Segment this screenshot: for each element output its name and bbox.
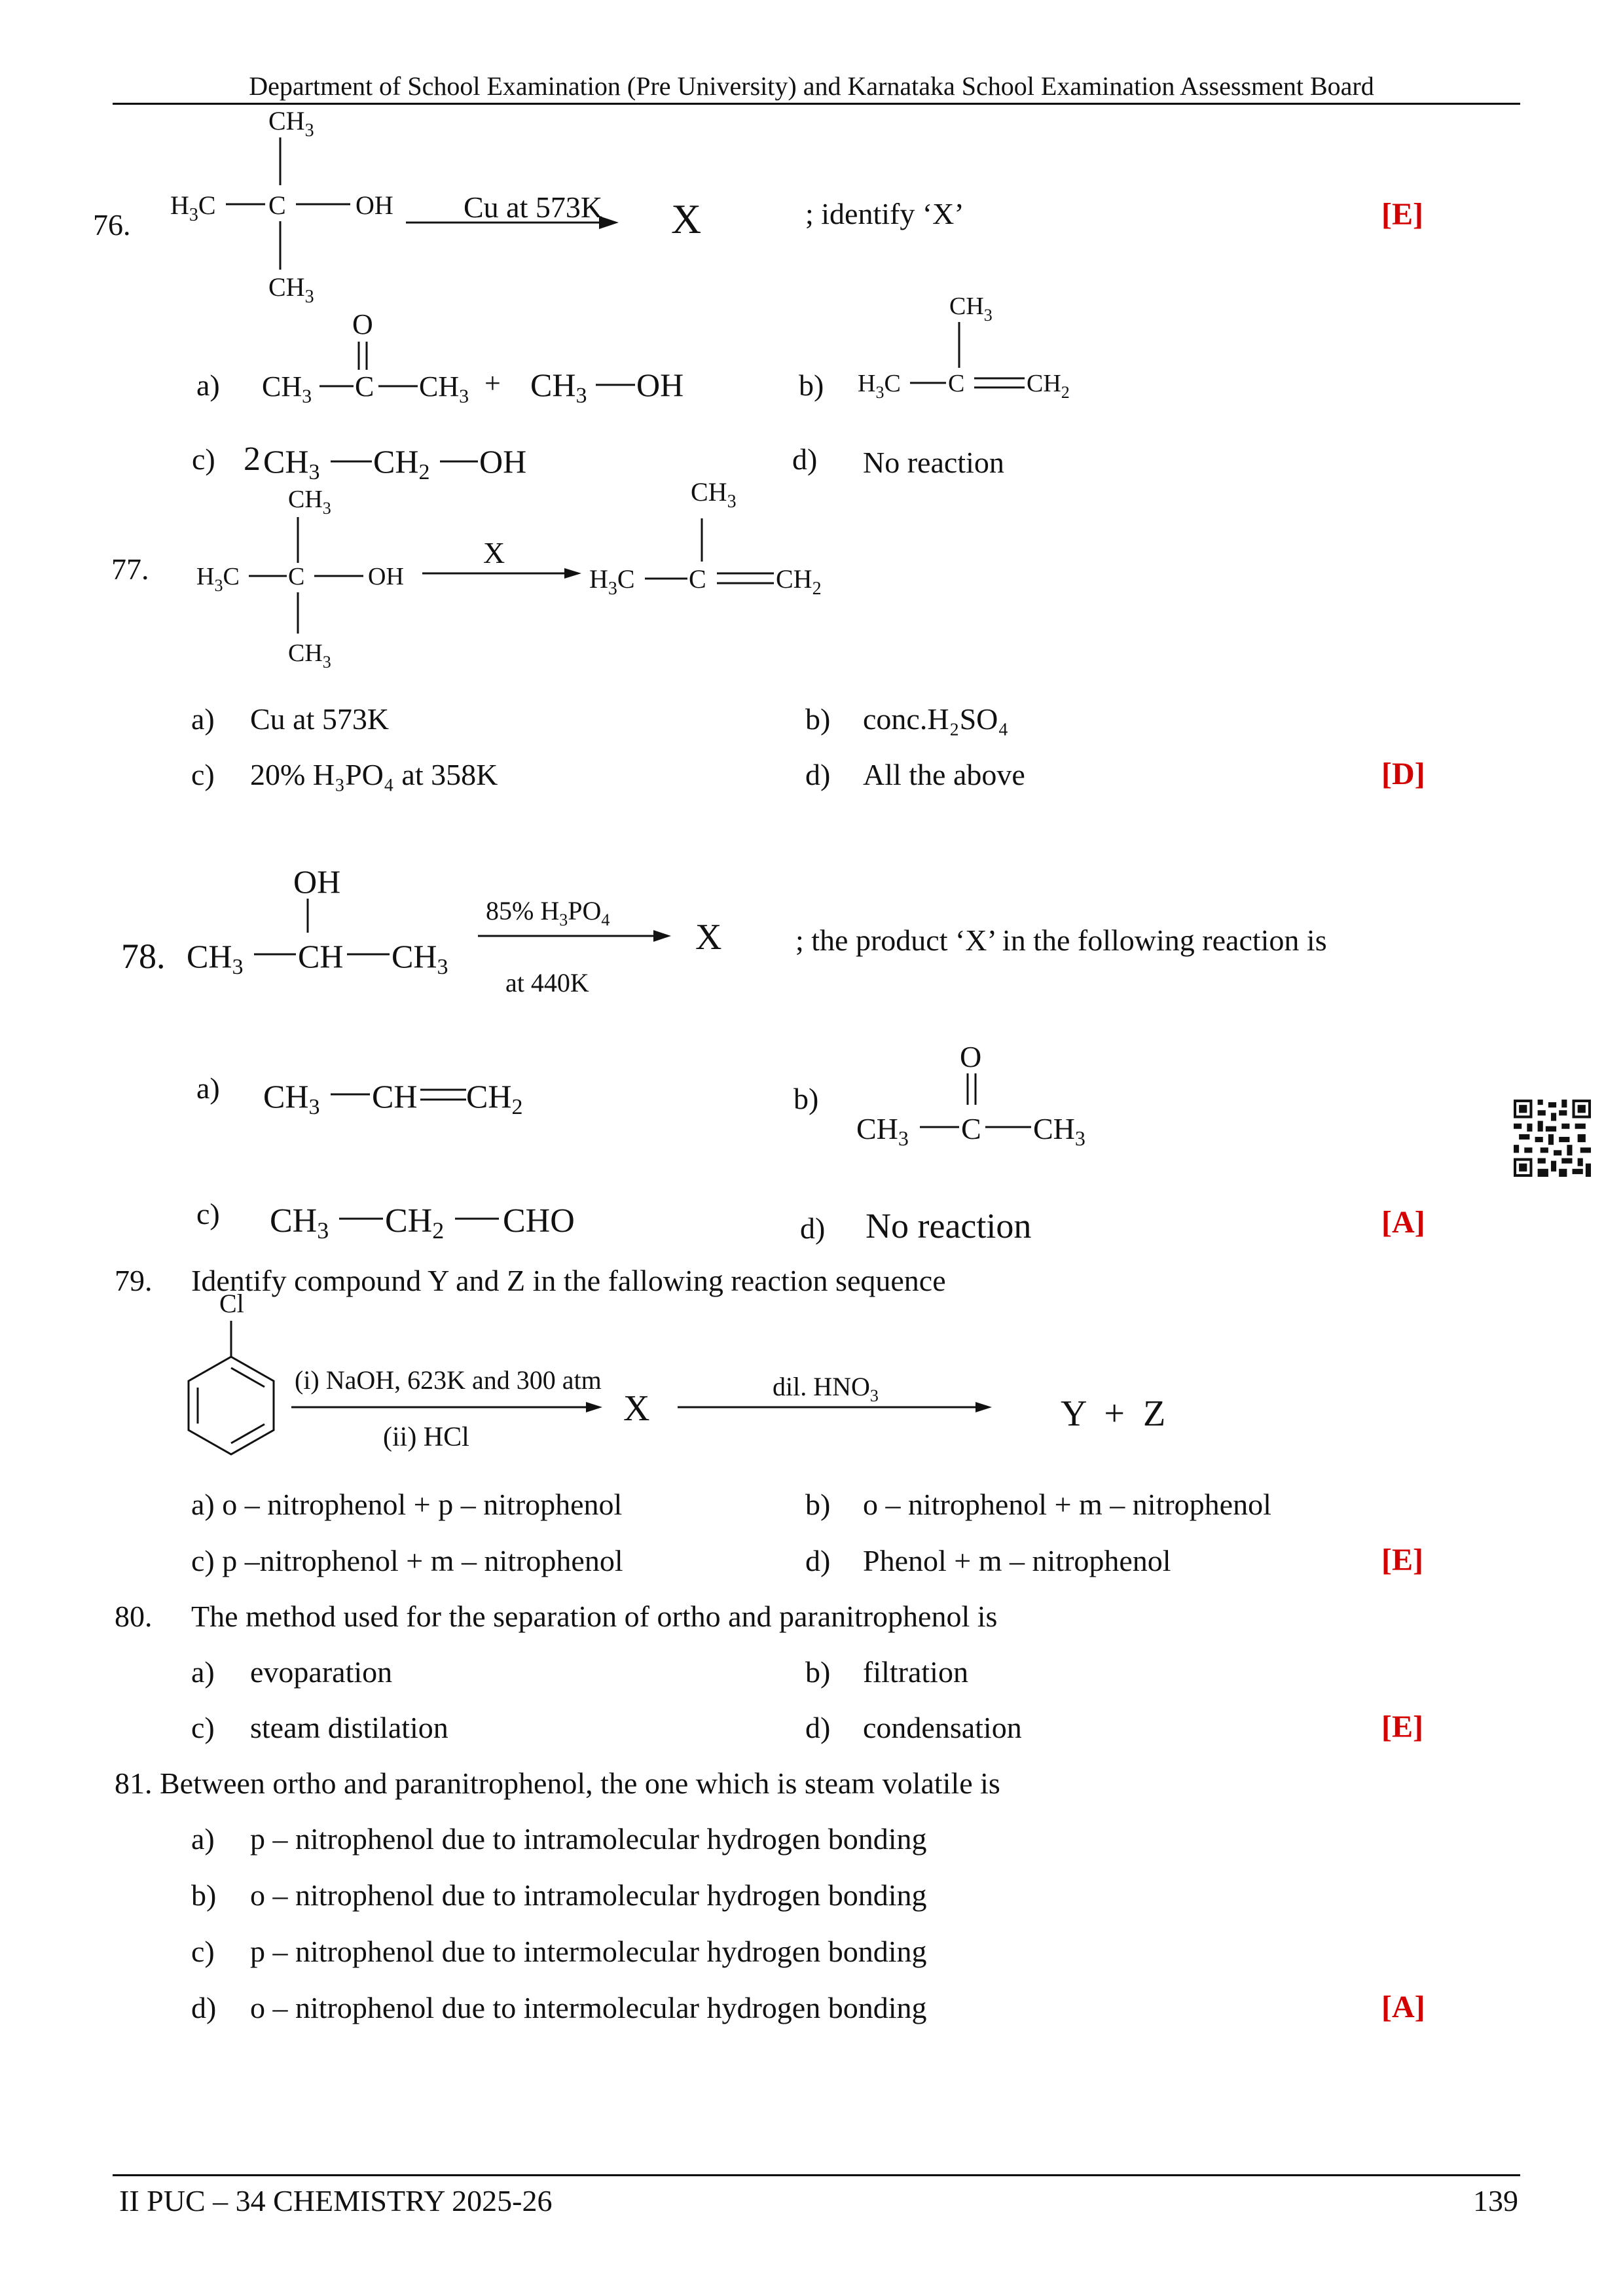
q79-option-a: a) o – nitrophenol + p – nitrophenol	[191, 1488, 623, 1521]
svg-text:OH: OH	[479, 443, 527, 480]
svg-text:CH2: CH2	[385, 1202, 445, 1244]
q78-answer: [A]	[1381, 1205, 1425, 1240]
q81-answer: [A]	[1381, 1990, 1425, 2024]
page-number: 139	[1473, 2184, 1518, 2217]
q78-condition-top: 85% $H_3PO_4$	[486, 896, 610, 929]
q77-option-a-label: a)	[191, 702, 215, 736]
q76-ch3-bottom: $CH_3$	[268, 272, 314, 307]
q76-condition: Cu at 573K	[464, 190, 603, 224]
q76-product: X	[671, 196, 702, 242]
svg-text:CH3: $CH_3$	[691, 477, 737, 512]
q81-option-a-text: p – nitrophenol due to intramolecular hydrogen bonding	[250, 1822, 927, 1856]
q76-carbon: C	[268, 190, 286, 220]
svg-text:CH3: CH3	[270, 1202, 329, 1244]
q80-option-a-label: a)	[191, 1655, 215, 1689]
q81-option-d-text: o – nitrophenol due to intermolecular hydrogen bonding	[250, 1991, 927, 2024]
q79-number: 79.	[115, 1264, 153, 1297]
q79-option-d-text: Phenol + m – nitrophenol	[863, 1544, 1171, 1577]
svg-text:CH2: $CH_2$	[373, 443, 430, 484]
q81-option-c-text: p – nitrophenol due to intermolecular hydrogen bonding	[250, 1935, 927, 1968]
svg-text:CH: CH	[372, 1078, 418, 1115]
q78-option-b-oxygen: O	[960, 1040, 982, 1073]
q76-number: 76.	[93, 208, 131, 242]
q79-step1-bottom: (ii) HCl	[383, 1422, 469, 1452]
q78-option-d-text: No reaction	[866, 1206, 1032, 1246]
q77-option-d-text: All the above	[863, 758, 1025, 791]
q80-option-c-label: c)	[191, 1711, 215, 1744]
q76-h3c: $H_3C$	[170, 190, 216, 225]
q78-option-a-label: a)	[196, 1071, 220, 1105]
svg-text:CH3: $CH_3$	[530, 367, 587, 408]
q78-oh: OH	[293, 863, 341, 900]
q77-answer: [D]	[1381, 757, 1425, 791]
q77-option-d-label: d)	[805, 758, 831, 791]
q79-chlorine: Cl	[219, 1289, 244, 1318]
svg-text:CH3: $CH_3$	[392, 938, 448, 979]
svg-text:CH3: $CH_3$	[1033, 1112, 1085, 1150]
svg-text:H3C: $H_3C$	[589, 564, 635, 599]
svg-text:C: C	[288, 563, 305, 590]
q79-step1-top: (i) NaOH, 623K and 300 atm	[295, 1365, 602, 1395]
q79-answer: [E]	[1381, 1543, 1423, 1577]
svg-text:CH: CH	[298, 938, 344, 975]
svg-text:CH3: $CH_3$	[856, 1112, 909, 1150]
q76-oh: OH	[356, 190, 393, 220]
q79-intermediate: X	[623, 1388, 650, 1429]
q79-products: Y + Z	[1061, 1393, 1166, 1434]
svg-text:OH: OH	[368, 563, 404, 590]
q80-option-b-label: b)	[805, 1655, 831, 1689]
q80-answer: [E]	[1381, 1710, 1423, 1744]
svg-text:CH2: $CH_2$	[776, 564, 822, 599]
q76-answer: [E]	[1381, 197, 1423, 232]
svg-text:C: C	[689, 564, 706, 594]
q78-prompt: ; the product ‘X’ in the following reaction is	[795, 924, 1327, 957]
q79-option-b-text: o – nitrophenol + m – nitrophenol	[863, 1488, 1271, 1521]
q81-option-a-label: a)	[191, 1822, 215, 1856]
q79-step2-text: dil. HNO	[773, 1372, 870, 1401]
q76-option-d-label: d)	[792, 442, 818, 476]
q81-question-text: 81. Between ortho and paranitrophenol, the one which is steam volatile is	[115, 1767, 1000, 1800]
svg-text:H3C: $H_3C$	[196, 563, 240, 595]
qr-code-icon	[1514, 1100, 1591, 1177]
q76-prompt: ; identify ‘X’	[805, 197, 964, 230]
q76-ch3-top: $CH_3$	[268, 106, 314, 141]
svg-text:CH3: $CH_3$	[419, 370, 469, 407]
q80-option-d-label: d)	[805, 1711, 831, 1744]
svg-text:+: +	[484, 367, 501, 399]
q81-option-b-label: b)	[191, 1878, 217, 1912]
svg-text:CH3: $CH_3$	[288, 639, 331, 672]
q76-option-c-label: c)	[192, 442, 215, 476]
q79-question-text: Identify compound Y and Z in the fallowing reaction sequence	[191, 1264, 946, 1297]
q80-number: 80.	[115, 1600, 153, 1633]
svg-text:CHO: CHO	[503, 1202, 575, 1240]
svg-text:CH3: $CH_3$	[949, 293, 993, 325]
q77-option-b-label: b)	[805, 702, 831, 736]
q78-option-d-label: d)	[800, 1211, 826, 1245]
svg-text:C: C	[961, 1112, 981, 1145]
svg-text:2: 2	[244, 440, 261, 478]
q78-condition-bottom: at 440K	[505, 968, 589, 997]
q80-option-c-text: steam distilation	[250, 1711, 448, 1744]
svg-text:CH3: $CH_3$	[263, 1078, 320, 1119]
q81-option-d-label: d)	[191, 1991, 217, 2024]
svg-text:CH3: $CH_3$	[288, 486, 331, 518]
q76-option-d-text: No reaction	[863, 446, 1004, 479]
q79-option-d-label: d)	[805, 1544, 831, 1577]
q77-option-b-text: conc.H₂SO₄	[863, 702, 1009, 736]
q80-option-d-text: condensation	[863, 1711, 1022, 1744]
header-title: Department of School Examination (Pre University) and Karnataka School Examination Assessment Board	[249, 71, 1374, 101]
q78-condition-top-text: 85% H	[486, 896, 560, 925]
q77-option-a-text: Cu at 573K	[250, 702, 390, 736]
q81-option-b-text: o – nitrophenol due to intramolecular hydrogen bonding	[250, 1878, 927, 1912]
svg-text:O: O	[352, 308, 373, 340]
svg-text:CH3: $CH_3$	[262, 370, 312, 407]
svg-text:C: C	[355, 370, 374, 403]
q78-number: 78.	[121, 937, 166, 976]
q79-option-b-label: b)	[805, 1488, 831, 1521]
q78-option-c-label: c)	[196, 1197, 220, 1230]
q77-option-c-text: 20% H₃PO₄ at 358K	[250, 758, 498, 791]
q77-reagent: X	[483, 536, 505, 569]
q78-product: X	[695, 917, 722, 958]
q80-question-text: The method used for the separation of ortho and paranitrophenol is	[191, 1600, 998, 1633]
svg-text:C: C	[948, 370, 965, 397]
q81-option-c-label: c)	[191, 1935, 215, 1968]
q79-option-c: c) p –nitrophenol + m – nitrophenol	[191, 1544, 623, 1577]
svg-text:CH3: $CH_3$	[263, 443, 320, 484]
q79-step2: dil. $HNO_3$	[773, 1372, 879, 1405]
q76-option-b-label: b)	[799, 368, 824, 402]
footer-rule	[113, 2174, 1520, 2176]
q78-option-b-label: b)	[793, 1082, 819, 1115]
q77-number: 77.	[111, 552, 149, 586]
svg-text:OH: OH	[636, 367, 684, 403]
svg-text:H3C: $H_3C$	[858, 370, 901, 402]
q80-option-b-text: filtration	[863, 1655, 968, 1689]
svg-text:CH2: $CH_2$	[466, 1078, 523, 1119]
q77-option-c-label: c)	[191, 758, 215, 791]
footer-left: II PUC – 34 CHEMISTRY 2025-26	[119, 2184, 553, 2217]
svg-text:CH3: $CH_3$	[187, 938, 244, 979]
q80-option-a-text: evoparation	[250, 1655, 393, 1689]
q76-option-a-label: a)	[196, 368, 220, 402]
svg-text:CH2: $CH_2$	[1027, 370, 1070, 402]
